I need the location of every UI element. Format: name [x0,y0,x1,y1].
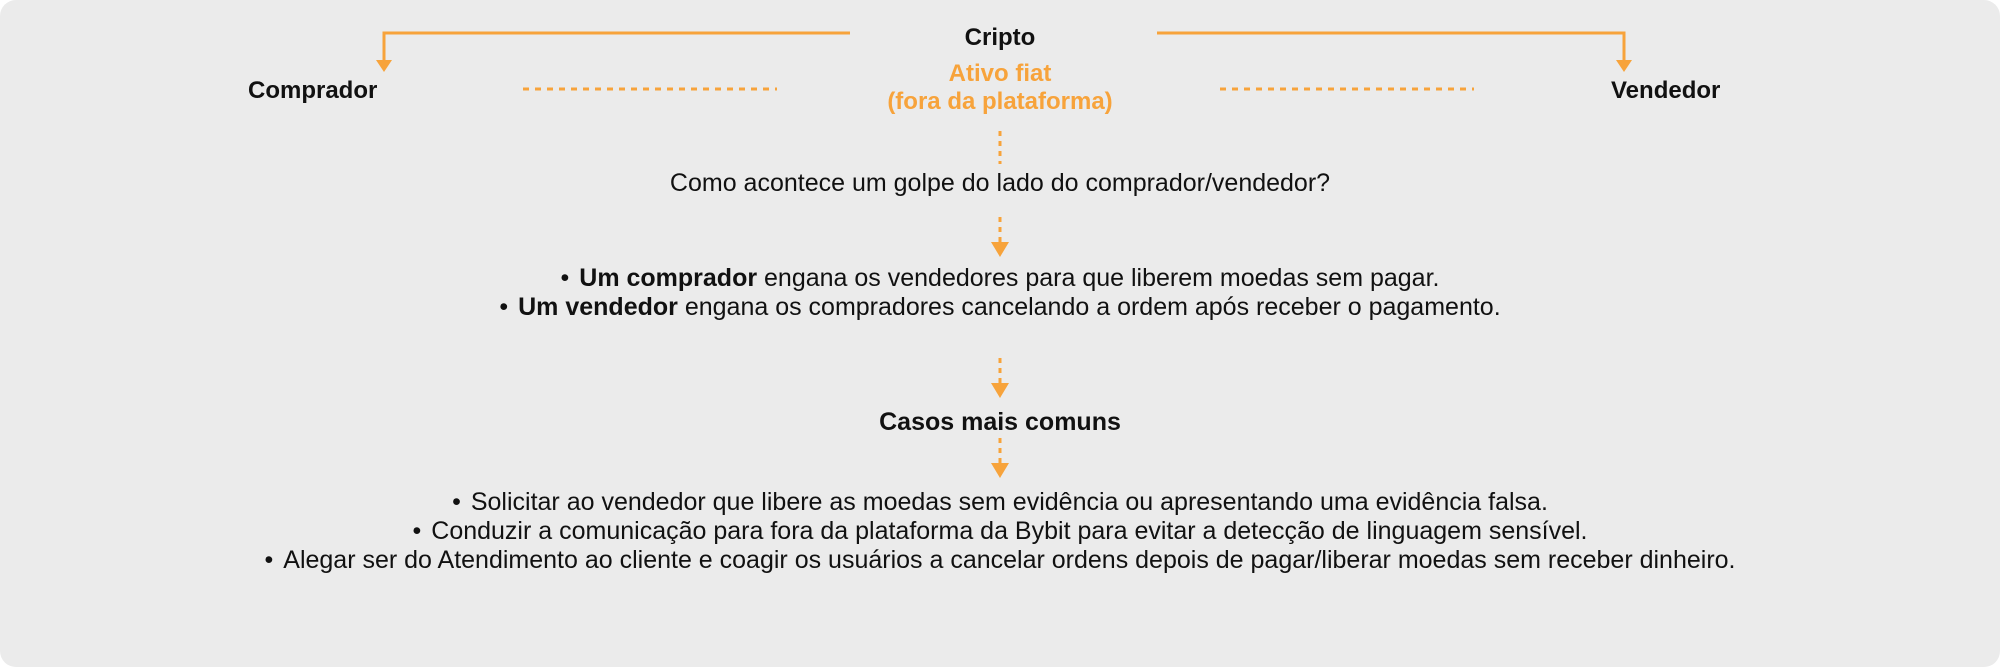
bullet-icon: • [452,488,461,516]
fiat-asset-sublabel: (fora da plataforma) [887,88,1113,115]
bullet-icon: • [412,517,422,545]
list-item-text: engana os vendedores para que liberem moedas sem pagar. [757,264,1440,292]
fiat-asset-node [887,60,1112,116]
question-to-methods-arrowhead [991,242,1009,257]
list-item-text: Alegar ser do Atendimento ao cliente e coagir os usuários a cancelar ordens depois de pagar/liberar moedas sem receber dinheiro. [283,546,1736,574]
scam-methods-list [499,264,1500,322]
list-item-text: Conduzir a comunicação para fora da plataforma da Bybit para evitar a detecção de linguagem sensível. [431,517,1588,545]
list-item [265,546,1736,575]
crypto-to-seller-arrowhead [1616,60,1632,72]
crypto-to-seller-arrow [1157,33,1624,62]
cases-to-list-arrowhead [991,463,1009,478]
fiat-asset-label: Ativo fiat [948,60,1052,87]
crypto-node: Cripto [964,24,1036,51]
common-cases-list [265,488,1736,575]
list-item-bold: Um vendedor [518,293,678,321]
scam-question: Como acontece um golpe do lado do comprador/vendedor? [669,169,1331,197]
list-item [499,264,1500,293]
bullet-icon: • [499,293,509,321]
crypto-to-buyer-arrow [384,33,850,62]
methods-to-cases-arrowhead [991,383,1009,398]
list-item-text: engana os compradores cancelando a ordem após receber o pagamento. [677,293,1501,321]
list-item [265,488,1736,517]
list-item [499,293,1500,322]
buyer-node: Comprador [248,77,378,104]
seller-node: Vendedor [1611,77,1721,104]
bullet-icon: • [264,546,274,574]
list-item-text: Solicitar ao vendedor que libere as moedas sem evidência ou apresentando uma evidência falsa. [470,488,1548,516]
crypto-to-buyer-arrowhead [376,60,392,72]
bullet-icon: • [560,264,570,292]
common-cases-title: Casos mais comuns [879,408,1121,436]
list-item-bold: Um comprador [579,264,758,292]
list-item [265,517,1736,546]
